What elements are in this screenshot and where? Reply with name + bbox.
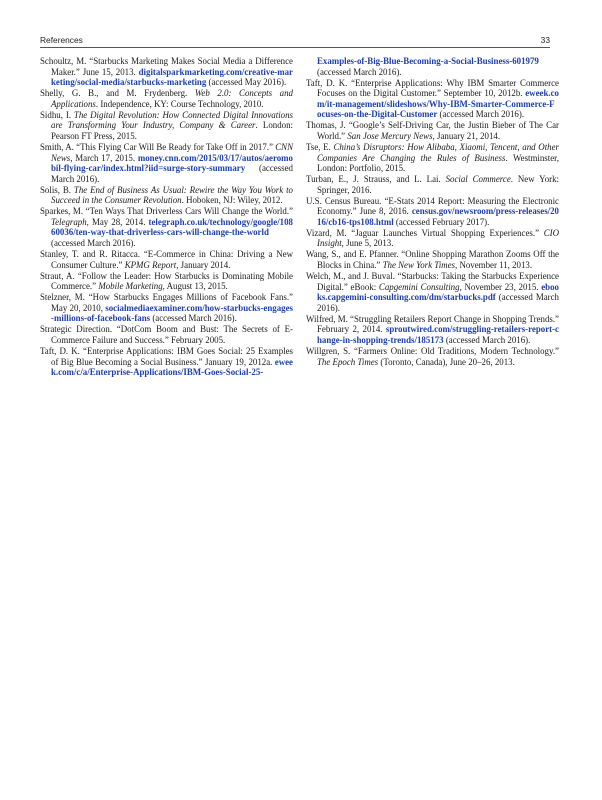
reference-title: San Jose Mercury News (347, 130, 433, 141)
reference-text: Thomas, J. “Google’s Self-Driving Car, the Justin Bieber of The Car World.” (306, 120, 559, 141)
reference-entry (40, 206, 293, 248)
reference-title: China’s Disruptors: How Alibaba, Xiaomi, Tencent, and Other Companies Are Changing the Rules of Business (317, 141, 559, 163)
reference-entry (40, 292, 293, 324)
reference-text: (accessed March 2016). (317, 66, 402, 77)
reference-text: Shelly, G. B., and M. Frydenberg. (40, 88, 195, 99)
reference-title: KPMG Report (124, 259, 177, 270)
reference-title: The New York Times (382, 260, 455, 271)
reference-entry (40, 324, 293, 345)
reference-entry (306, 346, 559, 367)
reference-url-link[interactable]: Examples-of-Big-Blue-Becoming-a-Social-Business-601979 (317, 56, 539, 66)
reference-entry (306, 249, 559, 270)
reference-text: , November 11, 2013. (455, 260, 533, 271)
reference-title: Web 2.0: Concepts and Applications (51, 88, 293, 109)
reference-text: (accessed March 2016). (443, 334, 531, 345)
reference-text: (accessed March 2016). (150, 313, 237, 324)
reference-text: . Westminster, London: Portfolio, 2015. (317, 152, 559, 174)
reference-title: Mobile Marketing (98, 281, 163, 292)
reference-text: (accessed March 2016). (51, 163, 293, 184)
reference-text: , November 23, 2015. (459, 281, 542, 292)
reference-text: Solis, B. (40, 184, 74, 195)
reference-title: Capgemini Consulting (378, 281, 460, 292)
reference-text: (accessed March 2016). (437, 109, 525, 120)
running-header-title: References (40, 35, 83, 45)
reference-url-link[interactable]: money.cnn.com/2015/03/17/autos/aeromobil-flying-car/index.html?iid=surge-story-summary (51, 152, 293, 174)
reference-text: (accessed March 2016). (317, 292, 559, 313)
reference-text: Straut, A. “Follow the Leader: How Starbucks is Dominating Mobile Commerce.” (40, 270, 293, 292)
reference-entry (40, 88, 293, 109)
reference-text: , August 13, 2015. (162, 281, 228, 292)
references-column-right (306, 56, 559, 367)
reference-title: CIO Insight (317, 227, 559, 249)
reference-entry (40, 56, 293, 88)
reference-text: , March 17, 2015. (70, 152, 138, 163)
reference-title: The End of Business As Usual: Rewire the Way You Work to Succeed in the Consumer Revolution (51, 184, 293, 206)
reference-url-link[interactable]: telegraph.co.uk/technology/google/10860036/ten-way-that-driverless-cars-will-change-the-world (51, 216, 293, 238)
reference-text: (accessed May 2016). (206, 77, 287, 88)
reference-title: Telegraph (51, 216, 87, 227)
reference-url-link[interactable]: ebooks.capgemini-consulting.com/dm/starbucks.pdf (317, 281, 559, 303)
reference-entry (306, 78, 559, 120)
reference-entry (40, 110, 293, 142)
reference-title: The Epoch Times (317, 356, 379, 367)
reference-text: Stanley, T. and R. Ritacca. “E-Commerce in China: Driving a New Consumer Culture.” (40, 249, 293, 270)
references-column-left (40, 56, 293, 378)
reference-text: Stelzner, M. “How Starbucks Engages Millions of Facebook Fans.” May 20, 2010, (40, 292, 293, 313)
reference-text: Vizard, M. “Jaguar Launches Virtual Shopping Experiences.” (306, 227, 544, 238)
reference-text: Strategic Direction. “DotCom Boom and Bust: The Secrets of E-Commerce Failure and Success.” February 2005. (40, 324, 293, 345)
reference-entry (306, 56, 559, 77)
reference-text: (accessed March 2016). (51, 238, 136, 249)
reference-url-link[interactable]: digitalsparkmarketing.com/creative-marketing/social-media/starbucks-marketing (51, 66, 293, 88)
reference-entry (306, 271, 559, 313)
reference-text: , January 21, 2014. (432, 130, 501, 141)
reference-text: . New York: Springer, 2016. (317, 174, 559, 195)
reference-title: CNN News (51, 141, 293, 163)
reference-url-link[interactable]: census.gov/newsroom/press-releases/2016/cb16-tps108.html (317, 206, 559, 227)
reference-text: . Hoboken, NJ: Wiley, 2012. (181, 195, 283, 206)
reference-text: (accessed February 2017). (393, 216, 490, 227)
reference-url-link[interactable]: socialmediaexaminer.com/how-starbucks-engages-millions-of-facebook-fans (51, 302, 293, 324)
reference-text: Smith, A. “This Flying Car Will Be Ready for Take Off in 2017.” (40, 141, 276, 152)
reference-text: Sidhu, I. (40, 109, 74, 120)
reference-entry (306, 228, 559, 249)
reference-text: U.S. Census Bureau. “E-Stats 2014 Report: Measuring the Electronic Economy.” June 8, 2016. (306, 195, 559, 217)
reference-entry (306, 174, 559, 195)
reference-url-link[interactable]: eweek.com/c/a/Enterprise-Applications/IBM-Goes-Social-25- (51, 356, 293, 378)
page-number: 33 (540, 35, 550, 45)
reference-text: Schoultz, M. “Starbucks Marketing Makes Social Media a Difference Maker.” June 15, 2013. (40, 56, 293, 77)
reference-text: Welch, M., and J. Buval. “Starbucks: Taking the Starbucks Experience Digital.” eBook: (306, 271, 559, 292)
reference-entry (306, 196, 559, 228)
reference-entry (40, 271, 293, 292)
reference-text: Wilfred, M. “Struggling Retailers Report Change in Shopping Trends.” February 2, 2014. (306, 313, 559, 335)
reference-entry (306, 142, 559, 174)
reference-entry (40, 346, 293, 378)
reference-entry (40, 185, 293, 206)
reference-text: Tse, E. (306, 141, 334, 152)
reference-title: Social Commerce (445, 174, 511, 185)
reference-url-link[interactable]: sproutwired.com/struggling-retailers-report-change-in-shopping-trends/185173 (317, 324, 559, 345)
reference-entry (306, 120, 559, 141)
reference-text: . London: Pearson FT Press, 2015. (51, 120, 294, 141)
reference-text: , May 28, 2014. (86, 216, 149, 227)
reference-text: (Toronto, Canada), June 20–26, 2013. (378, 356, 515, 367)
reference-text: Willgren, S. “Farmers Online: Old Traditions, Modern Technology.” (306, 345, 559, 356)
reference-title: The Digital Revolution: How Connected Digital Innovations are Transforming Your Industry, Company & Career (51, 109, 293, 131)
reference-text: Taft, D. K. “Enterprise Applications: Why IBM Smarter Commerce Focuses on the Digital Customer.” September 10, 2012b. (306, 77, 559, 99)
reference-url-link[interactable]: eweek.com/it-management/slideshows/Why-IBM-Smarter-Commerce-Focuses-on-the-Digital-Customer (317, 88, 559, 120)
reference-text: Taft, D. K. “Enterprise Applications: IBM Goes Social: 25 Examples of Big Blue Becoming a Social Business.” January 19, 2012a. (40, 345, 293, 367)
reference-text: Wang, S., and E. Pfanner. “Online Shopping Marathon Zooms Off the Blocks in China.” (306, 249, 559, 271)
reference-text: , January 2014. (176, 259, 231, 270)
reference-entry (306, 314, 559, 346)
reference-text: . Independence, KY: Course Technology, 2010. (95, 98, 264, 109)
reference-text: Sparkes, M. “Ten Ways That Driverless Cars Will Change the World.” (40, 206, 293, 217)
reference-text: , June 5, 2013. (341, 238, 394, 249)
reference-entry (40, 249, 293, 270)
reference-entry (40, 142, 293, 184)
reference-text: Turban, E., J. Strauss, and L. Lai. (306, 174, 446, 185)
header-rule (40, 47, 550, 48)
